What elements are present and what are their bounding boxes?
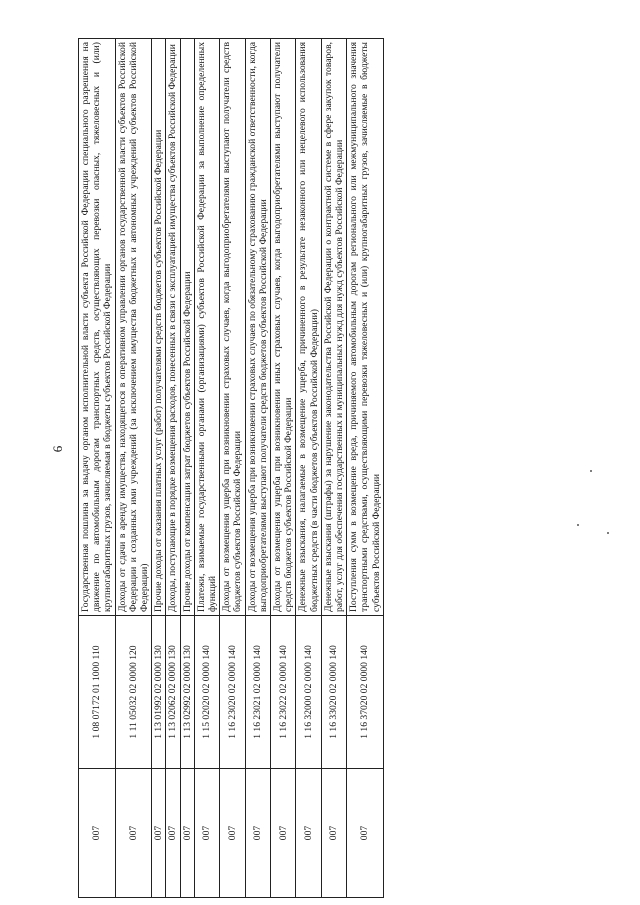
budget-code-cell: 1 11 05032 02 0000 120 — [115, 616, 152, 769]
budget-code-cell: 1 08 07172 01 1000 110 — [79, 616, 116, 769]
description-cell: Доходы от возмещения ущерба при возникновении иных страховых случаев, когда выгодоприобретателями выступают получатели средств бюджетов субъектов Российской Федерации — [271, 39, 296, 616]
description-cell: Доходы от возмещения ущерба при возникновении страховых случаев, когда выгодоприобретателями выступают получатели средств бюджетов субъектов Российской Федерации — [220, 39, 245, 616]
description-cell: Государственная пошлина за выдачу органом исполнительной власти субъекта Российской Федерации специального разрешения на движение по автомобильным дорогам транспортных средств, осуществляющих перевозки опасных, тяжеловесных и (или) крупногабаритных грузов, зачисляемая в бюджеты субъектов Российской Федерации — [79, 39, 116, 616]
admin-code-cell: 007 — [271, 769, 296, 898]
rotated-table-container — [78, 38, 619, 898]
table-row — [180, 39, 194, 898]
admin-code-cell: 007 — [220, 769, 245, 898]
table-row — [347, 39, 384, 898]
description-cell: Доходы от возмещения ущерба при возникновении страховых случаев по обязательному страхованию гражданской ответственности, когда выгодоприобретателями выступают получатели средств бюджетов субъектов Российской Федерации — [245, 39, 270, 616]
admin-code-cell: 007 — [166, 769, 180, 898]
budget-code-cell: 1 13 02992 02 0000 130 — [180, 616, 194, 769]
budget-code-cell: 1 16 23020 02 0000 140 — [220, 616, 245, 769]
table-row — [79, 39, 116, 898]
description-cell: Доходы от сдачи в аренду имущества, находящегося в оперативном управлении органов государственной власти субъектов Российской Федерации и созданных ими учреждений (за исключением имущества бюджетных и автономных учреждений субъектов Российской Федерации) — [115, 39, 152, 616]
admin-code-cell: 007 — [245, 769, 270, 898]
description-cell: Денежные взыскания, налагаемые в возмещение ущерба, причиненного в результате незаконного или нецелевого использования бюджетных средств (в части бюджетов субъектов Российской Федерации) — [296, 39, 321, 616]
budget-code-cell: 1 16 23021 02 0000 140 — [245, 616, 270, 769]
table-row — [152, 39, 166, 898]
scan-speck — [577, 524, 579, 526]
description-cell: Поступления сумм в возмещение вреда, причиняемого автомобильным дорогам регионального или межмуниципального значения транспортными средствами, осуществляющими перевозки тяжеловесных и (или) крупногабаритных грузов, зачисляемые в бюджеты субъектов Российской Федерации — [347, 39, 384, 616]
page-number: 6 — [50, 445, 65, 453]
table-row — [115, 39, 152, 898]
admin-code-cell: 007 — [180, 769, 194, 898]
table-row — [271, 39, 296, 898]
budget-code-cell: 1 16 33020 02 0000 140 — [321, 616, 346, 769]
budget-code-cell: 1 16 37020 02 0000 140 — [347, 616, 384, 769]
budget-code-cell: 1 13 01992 02 0000 130 — [152, 616, 166, 769]
admin-code-cell: 007 — [347, 769, 384, 898]
table-row — [194, 39, 219, 898]
description-cell: Прочие доходы от оказания платных услуг (работ) получателями средств бюджетов субъектов Российской Федерации — [152, 39, 166, 616]
table-body — [79, 39, 384, 898]
table-row — [220, 39, 245, 898]
admin-code-cell: 007 — [321, 769, 346, 898]
budget-code-cell: 1 16 32000 02 0000 140 — [296, 616, 321, 769]
table-row — [321, 39, 346, 898]
description-cell: Доходы, поступающие в порядке возмещения расходов, понесенных в связи с эксплуатацией имущества субъектов Российской Федерации — [166, 39, 180, 616]
admin-code-cell: 007 — [152, 769, 166, 898]
scan-speck — [590, 470, 592, 472]
description-cell: Денежные взыскания (штрафы) за нарушение законодательства Российской Федерации о контрактной системе в сфере закупок товаров, работ, услуг для обеспечения государственных и муниципальных нужд для нужд субъектов Российской Федерации — [321, 39, 346, 616]
description-cell: Платежи, взимаемые государственными органами (организациями) субъектов Российской Федерации за выполнение определенных функций — [194, 39, 219, 616]
table-row — [166, 39, 180, 898]
admin-code-cell: 007 — [79, 769, 116, 898]
admin-code-cell: 007 — [194, 769, 219, 898]
table-row — [245, 39, 270, 898]
admin-code-cell: 007 — [115, 769, 152, 898]
table-row — [296, 39, 321, 898]
budget-code-cell: 1 16 23022 02 0000 140 — [271, 616, 296, 769]
budget-code-cell: 1 13 02062 02 0000 130 — [166, 616, 180, 769]
scan-speck — [607, 532, 609, 534]
budget-codes-table — [78, 38, 384, 898]
admin-code-cell: 007 — [296, 769, 321, 898]
description-cell: Прочие доходы от компенсации затрат бюджетов субъектов Российской Федерации — [180, 39, 194, 616]
budget-code-cell: 1 15 02020 02 0000 140 — [194, 616, 219, 769]
